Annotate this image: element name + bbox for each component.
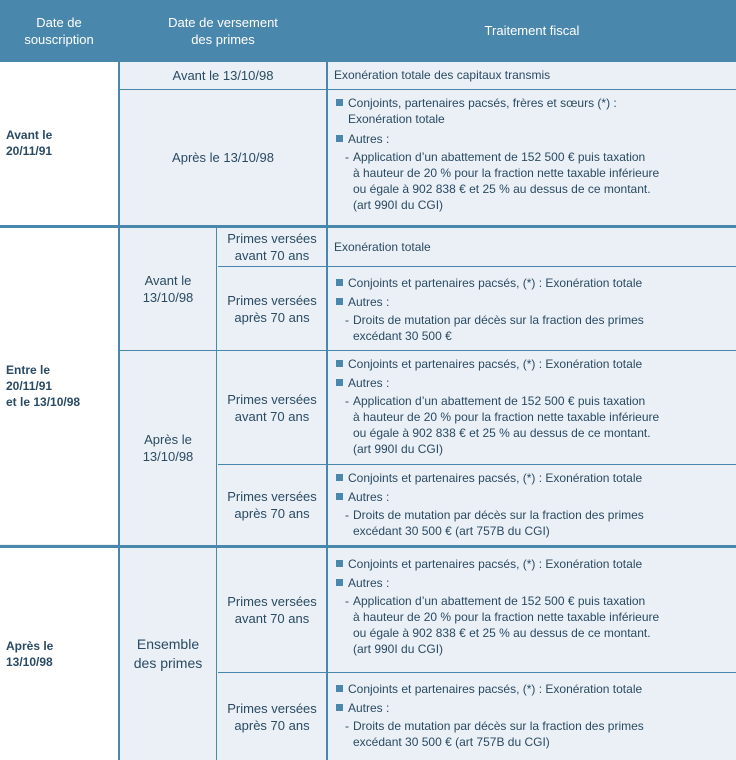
header-traitement-fiscal	[328, 0, 736, 61]
dash-item	[334, 593, 732, 657]
bullet-item	[334, 575, 732, 591]
treatment-text: excédant 30 500 € (art 757B du CGI)	[353, 735, 550, 749]
group-divider	[0, 225, 736, 228]
treatment-text: Autres :	[348, 576, 390, 590]
primes-text: avant 70 ans	[234, 408, 310, 424]
dash-item	[334, 393, 732, 457]
dash-mark: -	[345, 313, 349, 327]
bullet-item	[334, 131, 732, 147]
dash-mark: -	[345, 594, 349, 608]
group-label-apres-1998	[0, 548, 118, 760]
group-line: 13/10/98	[6, 655, 53, 669]
treatment-text: Conjoints, partenaires pacsés, frères et sœurs (*) :	[348, 96, 617, 110]
bullet-item	[334, 356, 732, 372]
divider	[120, 89, 736, 90]
divider	[326, 0, 328, 760]
treatment-text: Conjoints et partenaires pacsés, (*) : Exonération totale	[348, 682, 643, 696]
bullet-item	[334, 275, 732, 291]
bullet-item	[334, 470, 732, 486]
primes-text: après 70 ans	[234, 505, 310, 521]
treatment-text: Autres :	[348, 295, 390, 309]
bullet-item	[334, 95, 732, 127]
dash-mark: -	[345, 150, 349, 164]
date-text: Avant le 13/10/98	[172, 67, 274, 83]
treatment-text: Application d’un abattement de 152 500 € puis taxation	[353, 394, 646, 408]
group-line: 20/11/91	[6, 144, 53, 158]
dash-mark: -	[345, 719, 349, 733]
treatment-text: Conjoints et partenaires pacsés, (*) : Exonération totale	[348, 357, 643, 371]
divider	[218, 266, 736, 267]
header-line: Date de versement	[168, 14, 278, 30]
primes-text: Primes versées	[227, 391, 317, 407]
primes-avant-70	[218, 351, 326, 464]
bullet-item	[334, 294, 732, 310]
dash-mark: -	[345, 508, 349, 522]
ensemble-primes	[120, 548, 216, 760]
treatment-text: Application d’un abattement de 152 500 € puis taxation	[353, 594, 646, 608]
treatment-g1-apres	[328, 90, 736, 224]
treatment-text: Conjoints et partenaires pacsés, (*) : Exonération totale	[348, 471, 643, 485]
group-line: Avant le	[6, 128, 53, 142]
treatment-exoneration-capitaux	[328, 61, 736, 89]
primes-avant-70	[218, 548, 326, 672]
bullet-item	[334, 375, 732, 391]
group-label-avant-1991	[0, 61, 118, 225]
treatment-text: ou égale à 902 838 € et 25 % au dessus de ce montant.	[353, 626, 651, 640]
header-date-souscription	[0, 0, 118, 61]
treatment-text: (art 990I du CGI)	[353, 642, 444, 656]
treatment-text: (art 990I du CGI)	[353, 442, 444, 456]
date-text: Après le	[144, 431, 192, 447]
group-line: Après le	[6, 639, 54, 653]
treatment-text: Exonération totale	[348, 112, 445, 126]
bullet-item	[334, 681, 732, 697]
group-line: et le 13/10/98	[6, 395, 81, 409]
dash-item	[334, 507, 732, 539]
primes-apres-70	[218, 267, 326, 350]
dash-item	[334, 312, 732, 344]
treatment-g2-apres98-apres70	[328, 465, 736, 544]
date-apres-1998	[120, 90, 326, 224]
treatment-text: Autres :	[348, 376, 390, 390]
date-text: Avant le	[144, 273, 192, 288]
treatment-text: Autres :	[348, 490, 390, 504]
bullet-item	[334, 556, 732, 572]
header-line: des primes	[191, 31, 255, 47]
ensemble-text: des primes	[133, 655, 203, 671]
treatment-g3-avant70	[328, 548, 736, 672]
treatment-text: excédant 30 500 €	[353, 329, 452, 343]
treatment-text: Conjoints et partenaires pacsés, (*) : Exonération totale	[348, 276, 643, 290]
bullet-item	[334, 700, 732, 716]
treatment-text: Autres :	[348, 132, 390, 146]
treatment-text: excédant 30 500 € (art 757B du CGI)	[353, 524, 550, 538]
treatment-text: Exonération totale des capitaux transmis	[334, 68, 551, 82]
treatment-g2-apres98-avant70	[328, 351, 736, 464]
primes-text: Primes versées	[227, 700, 317, 716]
primes-text: Primes versées	[227, 488, 317, 504]
treatment-text: ou égale à 902 838 € et 25 % au dessus de ce montant.	[353, 426, 651, 440]
date-text: Après le 13/10/98	[172, 149, 274, 165]
treatment-text: à hauteur de 20 % pour la fraction nette taxable inférieure	[353, 166, 660, 180]
date-avant-1998	[120, 228, 216, 350]
primes-text: avant 70 ans	[234, 611, 310, 626]
treatment-text: Conjoints et partenaires pacsés, (*) : Exonération totale	[348, 557, 643, 571]
treatment-g3-apres70	[328, 673, 736, 760]
header-date-versement	[120, 0, 326, 61]
bullet-item	[334, 489, 732, 505]
divider	[0, 61, 736, 62]
primes-text: après 70 ans	[234, 309, 310, 325]
dash-item	[334, 718, 732, 750]
treatment-g2-avant98-apres70	[328, 267, 736, 350]
primes-apres-70	[218, 673, 326, 760]
date-apres-1998	[120, 351, 216, 544]
primes-text: après 70 ans	[234, 717, 310, 733]
dash-mark: -	[345, 394, 349, 408]
primes-avant-70	[218, 228, 326, 266]
treatment-exoneration-totale	[328, 228, 736, 266]
header-line: Traitement fiscal	[484, 23, 580, 38]
treatment-text: Droits de mutation par décès sur la fraction des primes	[353, 508, 644, 522]
primes-text: avant 70 ans	[234, 248, 310, 263]
group-label-entre	[0, 228, 118, 544]
primes-text: Primes versées	[227, 292, 317, 308]
primes-text: Primes versées	[227, 231, 317, 246]
header-line: Date de	[36, 14, 82, 30]
treatment-text: ou égale à 902 838 € et 25 % au dessus de ce montant.	[353, 182, 651, 196]
primes-apres-70	[218, 465, 326, 544]
group-line: 20/11/91	[6, 379, 53, 393]
header-line: souscription	[24, 31, 94, 47]
ensemble-text: Ensemble	[136, 636, 200, 652]
treatment-text: Droits de mutation par décès sur la fraction des primes	[353, 719, 644, 733]
date-avant-1998	[120, 61, 326, 89]
divider	[216, 228, 217, 760]
group-line: Entre le	[6, 363, 51, 377]
group-divider	[0, 545, 736, 548]
treatment-text: (art 990I du CGI)	[353, 198, 444, 212]
treatment-text: Application d’un abattement de 152 500 € puis taxation	[353, 150, 646, 164]
date-text: 13/10/98	[142, 448, 194, 464]
treatment-text: à hauteur de 20 % pour la fraction nette taxable inférieure	[353, 610, 660, 624]
primes-text: Primes versées	[227, 594, 317, 609]
treatment-text: à hauteur de 20 % pour la fraction nette taxable inférieure	[353, 410, 660, 424]
divider	[218, 672, 736, 673]
divider	[218, 464, 736, 465]
divider	[120, 350, 736, 351]
treatment-text: Autres :	[348, 701, 390, 715]
dash-item	[334, 149, 732, 213]
treatment-text: Droits de mutation par décès sur la fraction des primes	[353, 313, 644, 327]
divider	[118, 0, 120, 760]
treatment-text: Exonération totale	[334, 240, 431, 254]
date-text: 13/10/98	[142, 290, 194, 305]
